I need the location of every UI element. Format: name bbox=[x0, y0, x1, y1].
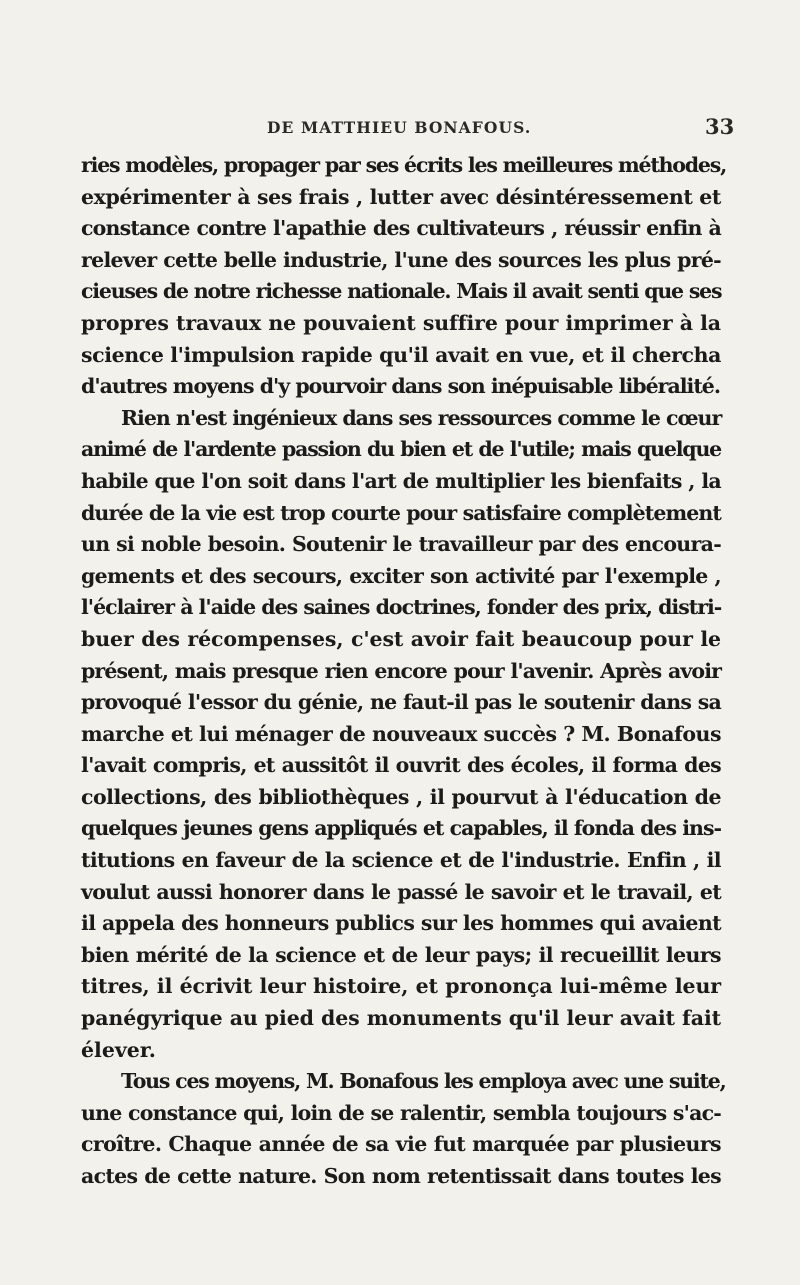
text-line: provoqué l'essor du génie, ne faut-il pas le soutenir dans sa bbox=[81, 690, 721, 715]
text-line: gements et des secours, exciter son activité par l'exemple , bbox=[81, 563, 721, 588]
paragraph-start-line: Tous ces moyens, M. Bonafous les employa avec une suite, bbox=[121, 1069, 726, 1094]
text-line: animé de l'ardente passion du bien et de l'utile; mais quelque bbox=[81, 437, 721, 462]
text-line: bien mérité de la science et de leur pays; il recueillit leurs bbox=[81, 942, 721, 967]
text-line: durée de la vie est trop courte pour satisfaire complètement bbox=[81, 500, 721, 525]
text-line: un si noble besoin. Soutenir le travailleur par des encoura- bbox=[81, 532, 721, 557]
page-number: 33 bbox=[705, 114, 735, 139]
text-line: l'éclairer à l'aide des saines doctrines, fonder des prix, distri- bbox=[81, 595, 722, 620]
text-line: voulut aussi honorer dans le passé le savoir et le travail, et bbox=[81, 879, 721, 904]
text-line: science l'impulsion rapide qu'il avait en vue, et il chercha bbox=[81, 342, 721, 367]
text-line: croître. Chaque année de sa vie fut marquée par plusieurs bbox=[81, 1132, 721, 1157]
text-line: propres travaux ne pouvaient suffire pour imprimer à la bbox=[81, 310, 721, 335]
running-head: DE MATTHIEU BONAFOUS. bbox=[267, 118, 532, 137]
text-line: marche et lui ménager de nouveaux succès ? M. Bonafous bbox=[81, 721, 721, 746]
text-line: il appela des honneurs publics sur les hommes qui avaient bbox=[81, 911, 721, 936]
text-line: panégyrique au pied des monuments qu'il leur avait fait bbox=[81, 1006, 721, 1031]
text-line: collections, des bibliothèques , il pourvut à l'éducation de bbox=[81, 784, 721, 809]
text-line: cieuses de notre richesse nationale. Mais il avait senti que ses bbox=[81, 279, 722, 304]
text-line: présent, mais presque rien encore pour l'avenir. Après avoir bbox=[81, 658, 721, 683]
text-line: l'avait compris, et aussitôt il ouvrit des écoles, il forma des bbox=[81, 753, 721, 778]
text-line: élever. bbox=[81, 1037, 156, 1062]
text-line: ries modèles, propager par ses écrits les meilleures méthodes, bbox=[81, 153, 727, 177]
text-line: titres, il écrivit leur histoire, et prononça lui-même leur bbox=[81, 974, 721, 999]
text-line: relever cette belle industrie, l'une des sources les plus pré- bbox=[81, 247, 721, 272]
text-line: expérimenter à ses frais , lutter avec désintéressement et bbox=[81, 184, 721, 209]
text-line: actes de cette nature. Son nom retentissait dans toutes les bbox=[81, 1164, 721, 1188]
paragraph-start-line: Rien n'est ingénieux dans ses ressources comme le cœur bbox=[121, 405, 722, 430]
body-text bbox=[81, 150, 727, 1193]
text-line: habile que l'on soit dans l'art de multiplier les bienfaits , la bbox=[81, 468, 721, 493]
text-line: une constance qui, loin de se ralentir, sembla toujours s'ac- bbox=[81, 1100, 721, 1125]
text-line: constance contre l'apathie des cultivateurs , réussir enfin à bbox=[81, 216, 721, 241]
text-line: titutions en faveur de la science et de l'industrie. Enfin , il bbox=[81, 848, 721, 873]
text-line: buer des récompenses, c'est avoir fait beaucoup pour le bbox=[81, 626, 721, 651]
text-line: d'autres moyens d'y pourvoir dans son inépuisable libéralité. bbox=[81, 374, 720, 399]
text-line: quelques jeunes gens appliqués et capables, il fonda des ins- bbox=[81, 816, 721, 841]
